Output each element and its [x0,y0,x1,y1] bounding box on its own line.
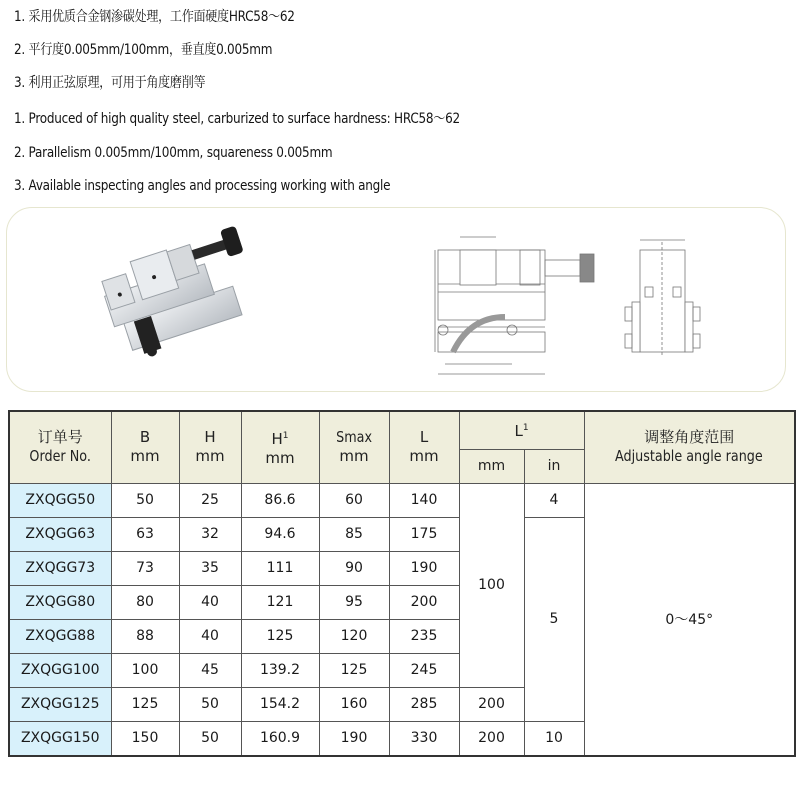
cell-smax: 190 [319,721,389,756]
cell-b: 125 [111,687,179,721]
cell-l1-mm: 200 [459,687,524,721]
cell-smax: 120 [319,619,389,653]
header-angle-en: Adjustable angle range [615,447,764,466]
spec-en-1: 1. Produced of high quality steel, carburized to surface hardness: HRC58～62 [14,111,460,127]
cell-h1: 160.9 [241,721,319,756]
header-h1-sub: 1 [282,430,289,441]
cell-h1: 94.6 [241,517,319,551]
header-h1-label: H [271,429,283,448]
cell-l1-mm-merged: 100 [459,483,524,687]
order-no: ZXQGG88 [9,619,111,653]
cell-h: 25 [179,483,241,517]
cell-h1: 139.2 [241,653,319,687]
cell-h: 50 [179,721,241,756]
header-order-cn: 订单号 [37,428,83,447]
header-l1-in: in [524,449,584,483]
cell-smax: 160 [319,687,389,721]
cell-h1: 154.2 [241,687,319,721]
order-no: ZXQGG150 [9,721,111,756]
cell-h: 40 [179,619,241,653]
header-h [179,411,241,483]
header-order-no [9,411,111,483]
header-l-unit: mm [409,447,439,466]
cell-b: 88 [111,619,179,653]
cell-l: 200 [389,585,459,619]
header-h1-unit: mm [265,448,295,467]
cell-l: 245 [389,653,459,687]
cell-h: 35 [179,551,241,585]
cell-b: 73 [111,551,179,585]
cell-l1-in: 10 [524,721,584,756]
product-photo [92,218,267,378]
table-row [9,483,795,517]
cell-b: 80 [111,585,179,619]
cell-b: 100 [111,653,179,687]
cell-h: 50 [179,687,241,721]
technical-drawing [425,222,725,387]
cell-angle-range: 0～45° [584,483,795,756]
cell-smax: 95 [319,585,389,619]
header-smax-label: Smax [336,428,372,447]
spec-table [8,410,796,757]
cell-h1: 111 [241,551,319,585]
header-order-en: Order No. [29,447,91,466]
header-l1-sub: 1 [522,423,529,434]
cell-h1: 125 [241,619,319,653]
cell-smax: 60 [319,483,389,517]
spec-cn-3: 3. 利用正弦原理，可用于角度磨削等 [14,75,206,91]
order-no: ZXQGG80 [9,585,111,619]
cell-l: 140 [389,483,459,517]
cell-h1: 86.6 [241,483,319,517]
cell-l: 190 [389,551,459,585]
header-angle-cn: 调整角度范围 [644,428,735,447]
cell-smax: 125 [319,653,389,687]
cell-b: 150 [111,721,179,756]
cell-b: 50 [111,483,179,517]
header-l1 [459,411,584,449]
order-no: ZXQGG50 [9,483,111,517]
cell-b: 63 [111,517,179,551]
cell-l: 285 [389,687,459,721]
header-b-unit: mm [130,447,160,466]
cell-l: 235 [389,619,459,653]
spec-en-2: 2. Parallelism 0.005mm/100mm, squareness 0.005mm [14,145,333,161]
spec-cn-2: 2. 平行度0.005mm/100mm，垂直度0.005mm [14,42,273,58]
cell-l1-in: 4 [524,483,584,517]
cell-smax: 85 [319,517,389,551]
order-no: ZXQGG73 [9,551,111,585]
order-no: ZXQGG125 [9,687,111,721]
header-l1-mm: mm [459,449,524,483]
cell-l1-mm: 200 [459,721,524,756]
cell-smax: 90 [319,551,389,585]
header-h1 [241,411,319,483]
order-no: ZXQGG63 [9,517,111,551]
cell-l: 175 [389,517,459,551]
header-l [389,411,459,483]
header-b-label: B [139,428,151,447]
cell-h: 40 [179,585,241,619]
cell-h: 32 [179,517,241,551]
cell-h: 45 [179,653,241,687]
header-smax-unit: mm [339,447,369,466]
header-h-unit: mm [195,447,225,466]
header-smax [319,411,389,483]
spec-en-3: 3. Available inspecting angles and processing working with angle [14,178,391,194]
header-l-label: L [419,428,429,447]
cell-l: 330 [389,721,459,756]
header-h-label: H [204,428,216,447]
cell-l1-in-merged: 5 [524,517,584,721]
header-l1-label: L [514,422,523,441]
cell-h1: 121 [241,585,319,619]
order-no: ZXQGG100 [9,653,111,687]
header-b [111,411,179,483]
header-angle-range [584,411,795,483]
spec-cn-1: 1. 采用优质合金钢渗碳处理，工作面硬度HRC58～62 [14,9,295,25]
